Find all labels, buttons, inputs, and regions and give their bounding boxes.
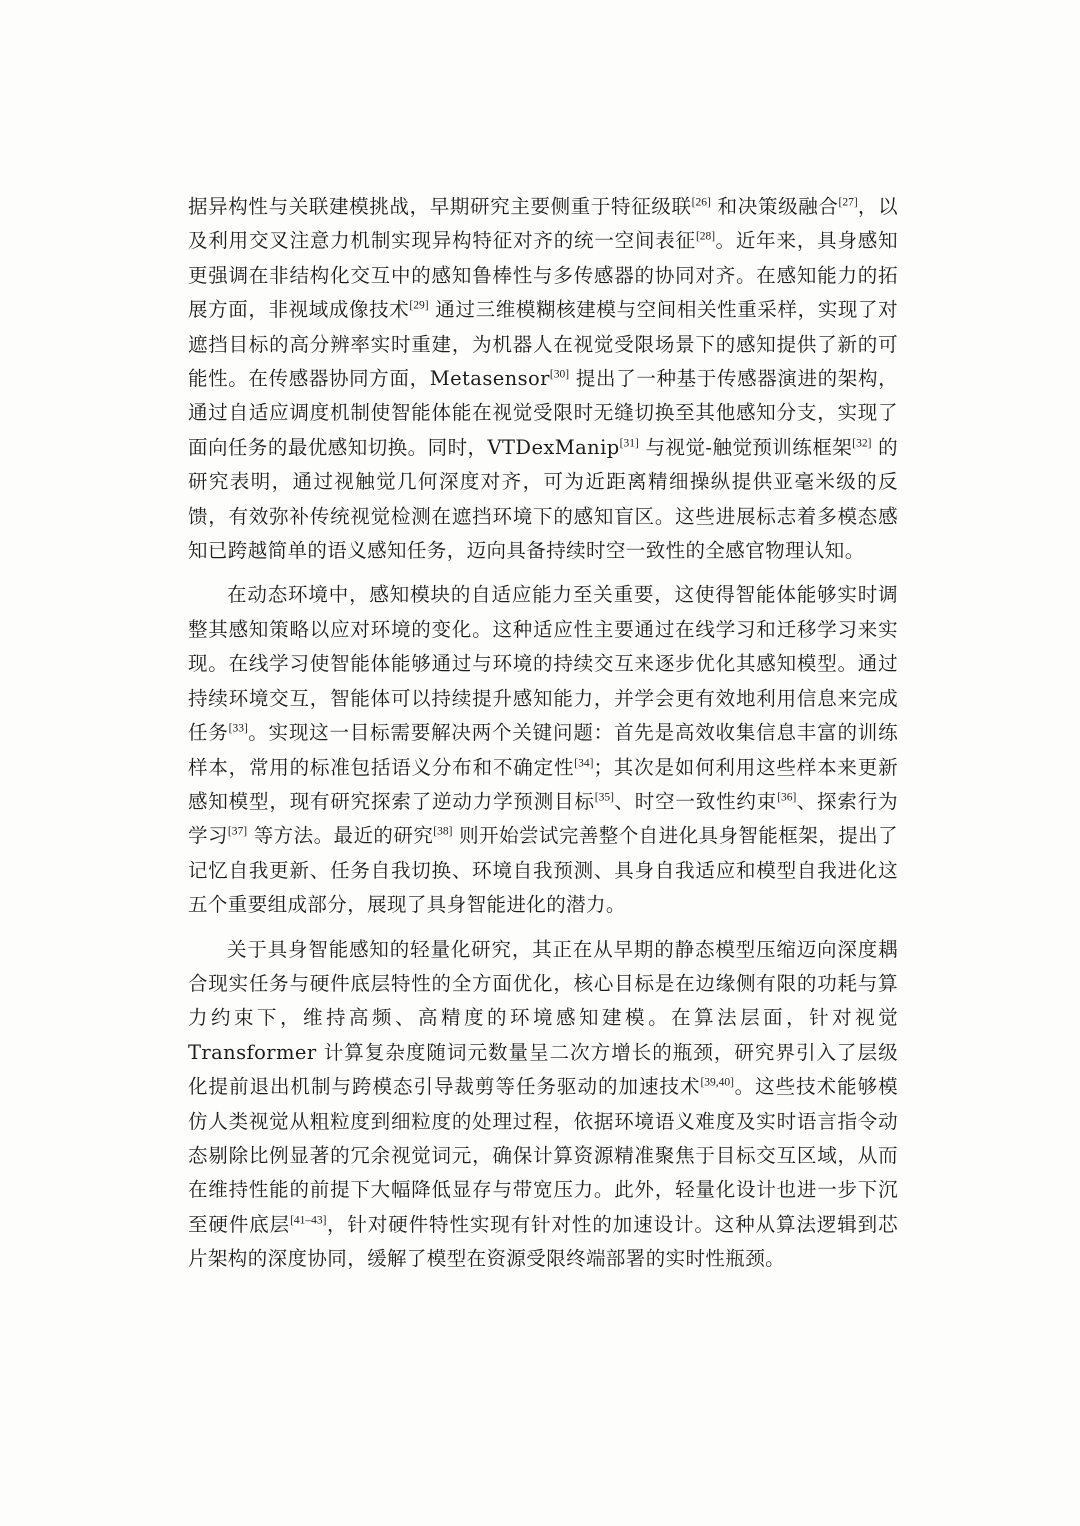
citation-ref: [30] [549,368,570,381]
paragraph-text: ，以及利用交叉注意力机制实现异构特征对齐的统一空间表征 [188,195,898,253]
citation-ref: [41–43] [290,1214,327,1227]
paragraph-text: 。实现这一目标需要解决两个关键问题：首先是高效收集信息丰富的训练样本，常用的标准包括语义分布和不确定性 [188,721,898,779]
citation-ref: [38] [433,825,453,838]
citation-ref: [29] [409,299,429,312]
paragraph-text: 、探索行为学习 [188,789,898,848]
paragraph-text: ；其次是如何利用这些样本来更新感知模型，现有研究探索了逆动力学预测目标 [188,755,898,813]
paragraph-text: 关于具身智能感知的轻量化研究，其正在从早期的静态模型压缩迈向深度耦合现实任务与硬件底层特性的全方面优化，核心目标是在边缘侧有限的功耗与算力约束下，维持高频、高精度的环境感知建模。在算法层面，针对视觉 Transformer 计算复杂度随词元数量呈二次方增长的瓶颈，研究界引入了层级化提前退出机制与跨模态引导裁剪等任务驱动的加速技术 [188,937,898,1099]
citation-ref: [31] [619,437,639,450]
citation-ref: [39,40] [700,1076,734,1089]
paragraph-text: ，针对硬件特性实现有针对性的加速设计。这种从算法逻辑到芯片架构的深度协同，缓解了模型在资源受限终端部署的实时性瓶颈。 [188,1212,898,1271]
paragraph-text: 则开始尝试完善整个自进化具身智能框架，提出了记忆自我更新、任务自我切换、环境自我预测、具身自我适应和模型自我进化这五个重要组成部分，展现了具身智能进化的潜力。 [188,824,898,917]
paragraph-text: 。近年来，具身感知更强调在非结构化交互中的感知鲁棒性与多传感器的协同对齐。在感知能力的拓展方面，非视域成像技术 [188,229,898,322]
citation-ref: [36] [777,791,797,804]
citation-ref: [35] [594,791,614,804]
paragraph-text: 的研究表明，通过视触觉几何深度对齐，可为近距离精细操纵提供亚毫米级的反馈，有效弥补传统视觉检测在遮挡环境下的感知盲区。这些进展标志着多模态感知已跨越简单的语义感知任务，迈向具备持续时空一致性的全感官物理认知。 [188,435,899,563]
paragraph-text: 、时空一致性约束 [613,789,778,813]
paragraph-text: 据异构性与关联建模挑战，早期研究主要侧重于特征级联 [188,195,692,218]
citation-ref: [32] [852,437,872,450]
paragraph [188,190,898,568]
paragraph-text: 等方法。最近的研究 [247,824,434,848]
citation-ref: [33] [228,722,248,735]
paragraph [188,933,898,1277]
paragraph-text: 通过三维模糊核建模与空间相关性重采样，实现了对遮挡目标的高分辨率实时重建，为机器人在视觉受限场景下的感知提供了新的可能性。在传感器协同方面，Metasensor [188,298,898,391]
body-text [188,190,898,1277]
citation-ref: [27] [838,196,858,209]
paragraph-text: 在动态环境中，感知模块的自适应能力至关重要，这使得智能体能够实时调整其感知策略以应对环境的变化。这种适应性主要通过在线学习和迁移学习来实现。在线学习使智能体能够通过与环境的持续交互来逐步优化其感知模型。通过持续环境交互，智能体可以持续提升感知能力，并学会更有效地利用信息来完成任务 [188,583,898,745]
citation-ref: [28] [695,230,716,243]
citation-ref: [26] [691,196,711,209]
paragraph-text: 。这些技术能够模仿人类视觉从粗粒度到细粒度的处理过程，依据环境语义难度及实时语言指令动态剔除比例显著的冗余视觉词元，确保计算资源精准聚焦于目标交互区域，从而在维持性能的前提下大幅降低显存与带宽压力。此外，轻量化设计也进一步下沉至硬件底层 [188,1075,898,1236]
paragraph-text: 提出了一种基于传感器演进的架构，通过自适应调度机制使智能体能在视觉受限时无缝切换至其他感知分支，实现了面向任务的最优感知切换。同时，VTDexManip [188,367,898,459]
citation-ref: [34] [574,757,594,769]
citation-ref: [37] [227,825,248,838]
paragraph-text: 与视觉-触觉预训练框架 [638,435,853,459]
paragraph [188,578,898,922]
paragraph-text: 和决策级融合 [710,195,839,218]
